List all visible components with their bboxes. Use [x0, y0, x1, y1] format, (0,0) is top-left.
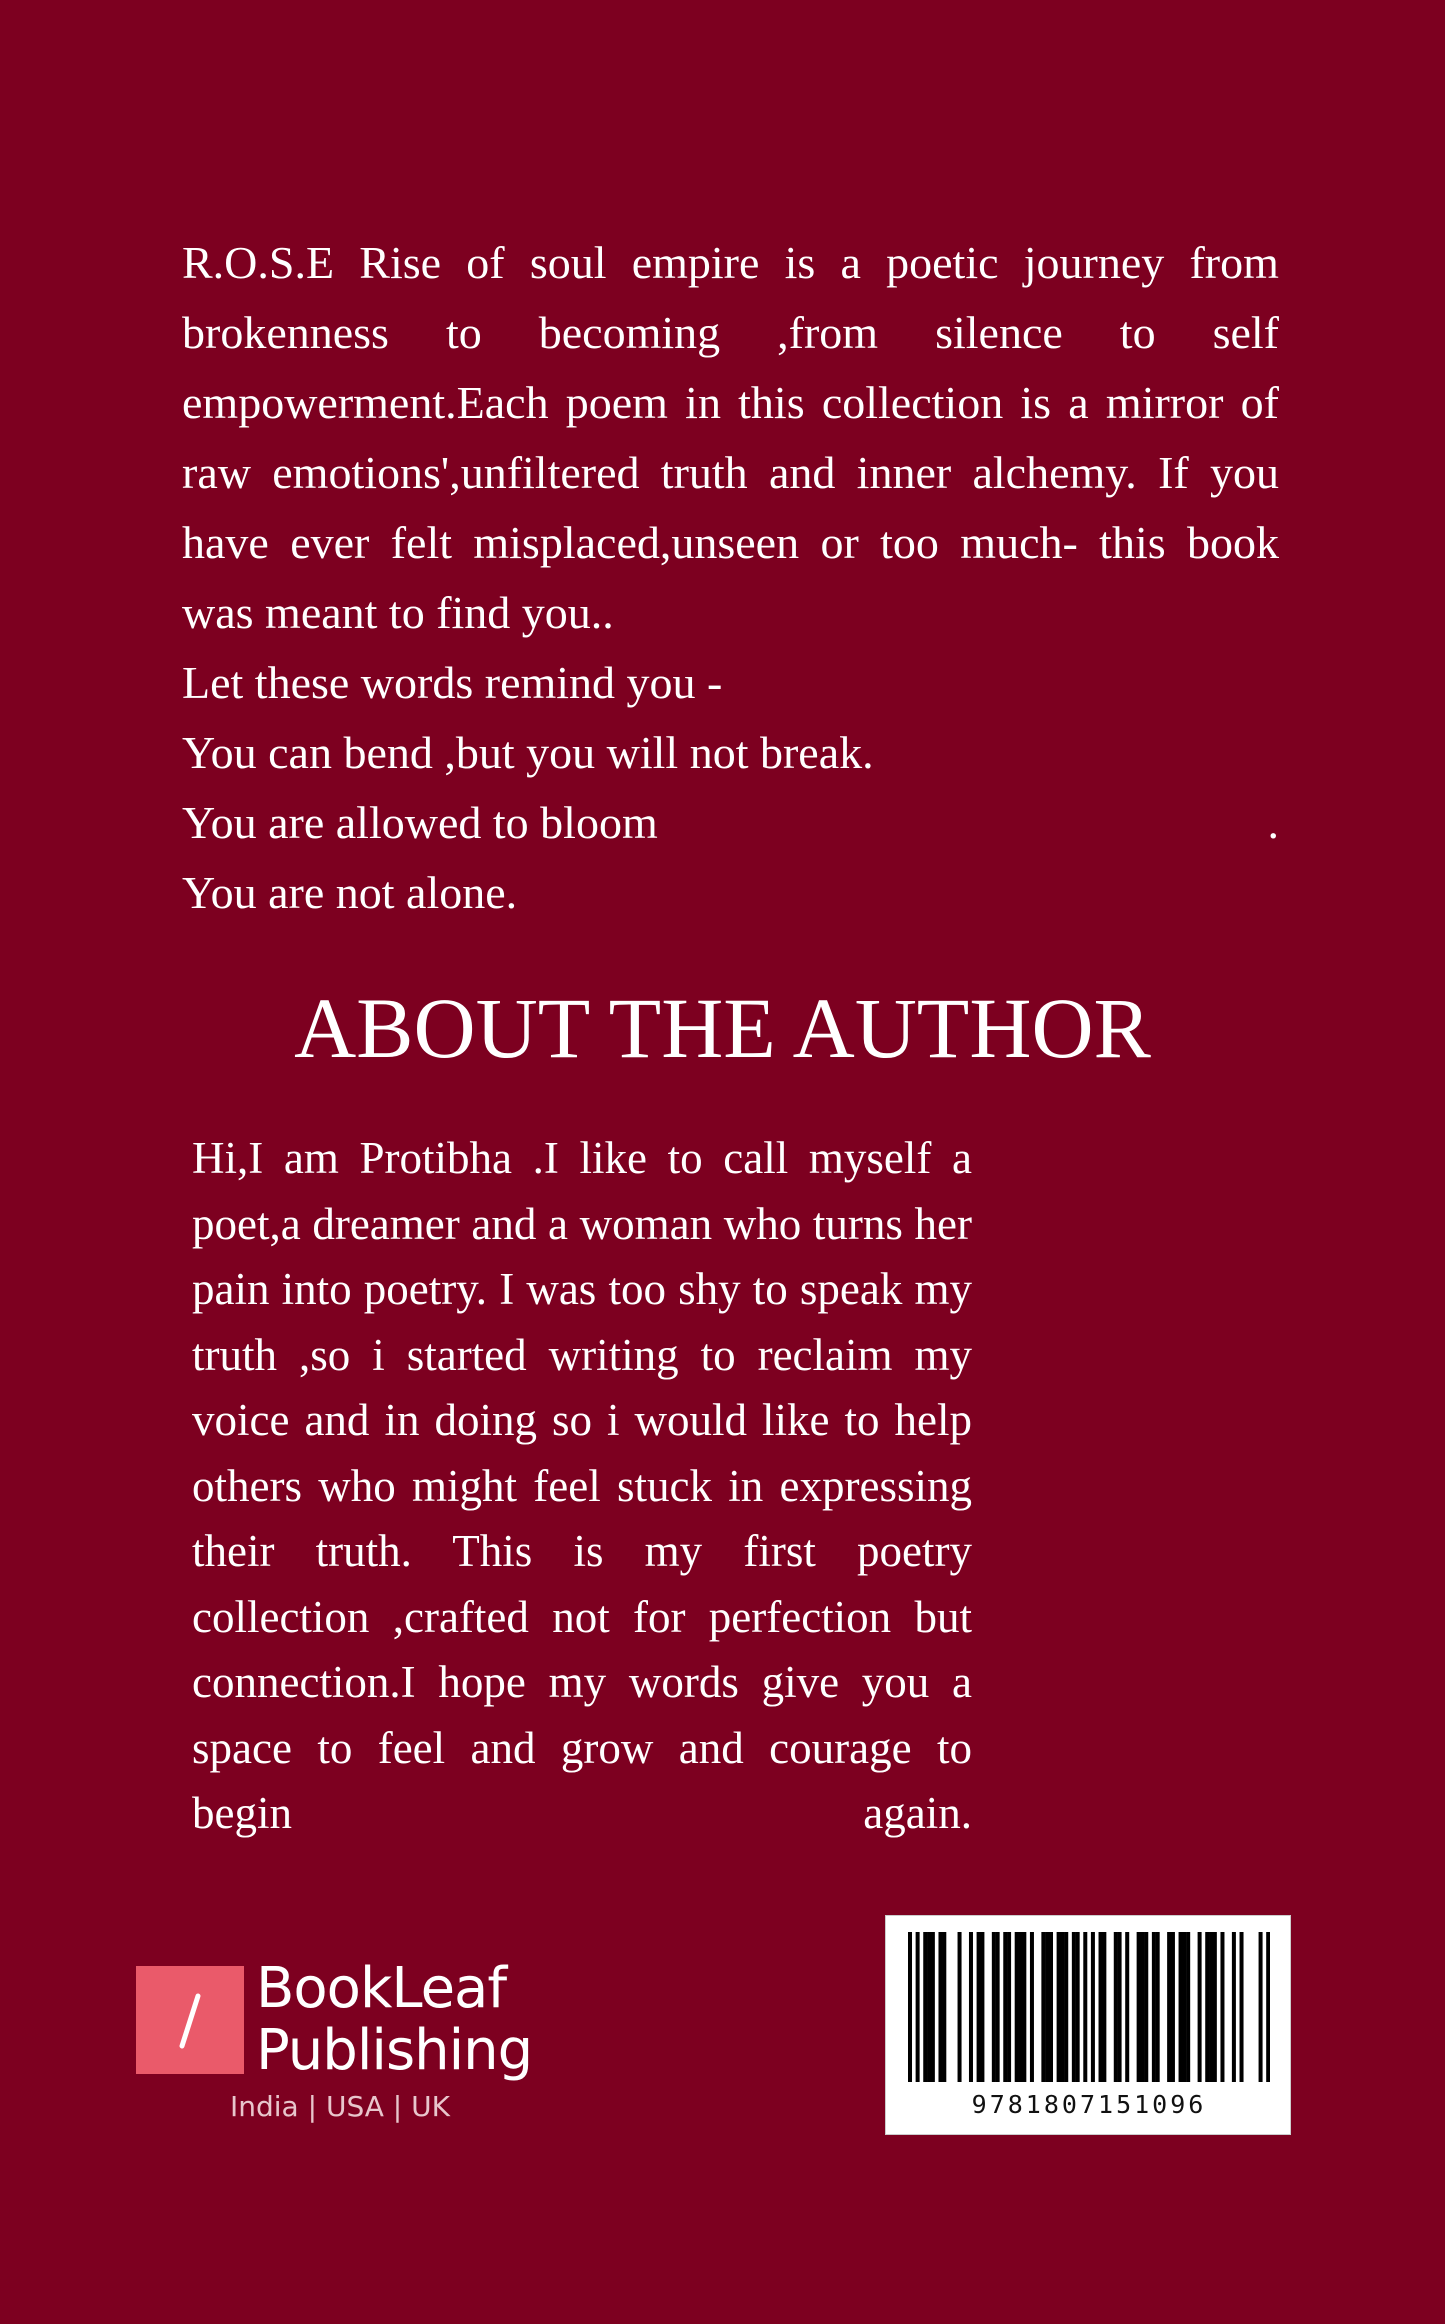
blurb-word: mirror [1105, 377, 1224, 428]
barcode-bar [1057, 1932, 1061, 2082]
blurb-word: misplaced,unseen [473, 517, 800, 568]
blurb-line-bloom-period: . [1267, 797, 1279, 848]
blurb-word: of [466, 237, 505, 288]
barcode-bar [1015, 1932, 1019, 2082]
barcode-bar [1041, 1932, 1045, 2082]
blurb-paragraph [182, 228, 1279, 578]
blurb-word: this [1099, 517, 1166, 568]
blurb-word: truth [660, 447, 748, 498]
barcode-bar [969, 1932, 973, 2082]
blurb-word: If [1158, 447, 1189, 498]
blurb-word: brokenness [182, 307, 389, 358]
barcode-bar [1007, 1932, 1011, 2082]
blurb-paragraph-line [182, 508, 1279, 578]
barcode-bar [1118, 1932, 1122, 2082]
blurb-word: to [445, 307, 482, 358]
barcode-bar [938, 1932, 942, 2082]
barcode-bar [977, 1932, 981, 2082]
barcode-bar [927, 1932, 931, 2082]
blurb-word: felt [390, 517, 453, 568]
barcode-bar [992, 1932, 996, 2082]
barcode-bar [1083, 1932, 1087, 2082]
blurb-word: silence [935, 307, 1063, 358]
barcode-bar [1179, 1932, 1183, 2082]
publisher-name-line1: BookLeaf [256, 1956, 507, 2021]
barcode-bar [1220, 1932, 1224, 2082]
blurb-word: and [768, 447, 836, 498]
publisher-name [256, 1958, 532, 2082]
publisher-regions: India | USA | UK [230, 2090, 450, 2123]
blurb-word: R.O.S.E [182, 237, 335, 288]
blurb-word: you [1210, 447, 1279, 498]
blurb-word: in [685, 377, 721, 428]
blurb-word: journey [1023, 237, 1165, 288]
blurb-paragraph-line [182, 228, 1279, 298]
blurb-word: or [820, 517, 859, 568]
book-blurb [182, 228, 1279, 928]
blurb-paragraph-line [182, 368, 1279, 438]
publisher-logo [136, 1956, 546, 2123]
barcode-bar [980, 1932, 984, 2082]
barcode-bar [1266, 1932, 1270, 2082]
barcode-bar [1072, 1932, 1076, 2082]
blurb-line-bend: You can bend ,but you will not break. [182, 727, 874, 778]
blurb-word: ,from [777, 307, 879, 358]
barcode-bar [1186, 1932, 1190, 2082]
barcode-bar [1099, 1932, 1103, 2082]
barcode-bar [1144, 1932, 1148, 2082]
blurb-word: much- [960, 517, 1078, 568]
barcode-bar [958, 1932, 962, 2082]
isbn-barcode [885, 1915, 1291, 2135]
barcode-bar [1171, 1932, 1175, 2082]
blurb-word: a [1068, 377, 1089, 428]
isbn-number: 9781807151096 [971, 2090, 1207, 2119]
blurb-word: is [1020, 377, 1052, 428]
blurb-line-remind: Let these words remind you - [182, 657, 723, 708]
blurb-word: alchemy. [972, 447, 1137, 498]
barcode-bar [1213, 1932, 1217, 2082]
barcode-bar [1030, 1932, 1034, 2082]
barcode-icon [908, 1932, 1270, 2082]
barcode-bar [1125, 1932, 1129, 2082]
blurb-word: becoming [538, 307, 721, 358]
barcode-bar [1076, 1932, 1080, 2082]
barcode-bar [1209, 1932, 1213, 2082]
blurb-word: raw [182, 447, 251, 498]
barcode-bar [1003, 1932, 1007, 2082]
barcode-bar [1152, 1932, 1156, 2082]
blurb-word: collection [821, 377, 1004, 428]
blurb-line-bloom [182, 788, 1279, 858]
blurb-word: to [1119, 307, 1156, 358]
about-author-heading: ABOUT THE AUTHOR [294, 980, 1151, 1076]
barcode-bar [1182, 1932, 1186, 2082]
publisher-name-line2: Publishing [256, 2018, 533, 2083]
barcode-bar [1240, 1932, 1244, 2082]
barcode-bar [1167, 1932, 1171, 2082]
blurb-word: have [182, 517, 269, 568]
barcode-bar [1137, 1932, 1141, 2082]
barcode-bar [1232, 1932, 1236, 2082]
author-bio: Hi,I am Protibha .I like to call myself a poet,a dreamer and a woman who turns her pain into poetry. I was too shy to speak my truth ,so i started writing to reclaim my voice and in doing so i would like to help others who might feel stuck in expressing their truth. This is my first poetry collection ,crafted not for perfection but connection.I hope my words give you a space to feel and grow and courage to begin again. [192, 1133, 972, 1838]
blurb-word: this [738, 377, 805, 428]
barcode-bar [1102, 1932, 1106, 2082]
blurb-word: poetic [886, 237, 999, 288]
blurb-word: is [784, 237, 816, 288]
barcode-bar [1156, 1932, 1160, 2082]
blurb-line-bloom-text: You are allowed to bloom [182, 797, 658, 848]
barcode-bar [1060, 1932, 1064, 2082]
blurb-word: poem [565, 377, 668, 428]
barcode-bar [1198, 1932, 1202, 2082]
blurb-word: book [1187, 517, 1279, 568]
barcode-bar [916, 1932, 920, 2082]
blurb-word: too [880, 517, 939, 568]
barcode-bar [1045, 1932, 1049, 2082]
blurb-word: empire [631, 237, 760, 288]
blurb-word: a [840, 237, 861, 288]
barcode-bar [1064, 1932, 1068, 2082]
blurb-word: inner [856, 447, 952, 498]
blurb-word: ever [290, 517, 370, 568]
barcode-bar [923, 1932, 927, 2082]
blurb-paragraph-line [182, 438, 1279, 508]
barcode-bar [931, 1932, 935, 2082]
blurb-word: soul [529, 237, 607, 288]
barcode-bar [908, 1932, 912, 2082]
blurb-word: self [1212, 307, 1279, 358]
blurb-last-line: was meant to find you.. [182, 587, 614, 638]
barcode-bar [996, 1932, 1000, 2082]
blurb-word: emotions',unfiltered [272, 447, 640, 498]
blurb-word: empowerment.Each [182, 377, 549, 428]
barcode-bar [942, 1932, 946, 2082]
blurb-word: from [1189, 237, 1279, 288]
barcode-bar [1140, 1932, 1144, 2082]
barcode-bar [1022, 1932, 1026, 2082]
barcode-bar [1205, 1932, 1209, 2082]
barcode-bar [1259, 1932, 1263, 2082]
slash-logo-icon [136, 1966, 244, 2074]
blurb-word: of [1240, 377, 1279, 428]
barcode-bar [1114, 1932, 1118, 2082]
barcode-bar [1049, 1932, 1053, 2082]
barcode-bar [1019, 1932, 1023, 2082]
barcode-bar [1091, 1932, 1095, 2082]
blurb-line-alone: You are not alone. [182, 867, 518, 918]
blurb-paragraph-line [182, 298, 1279, 368]
blurb-word: Rise [359, 237, 442, 288]
